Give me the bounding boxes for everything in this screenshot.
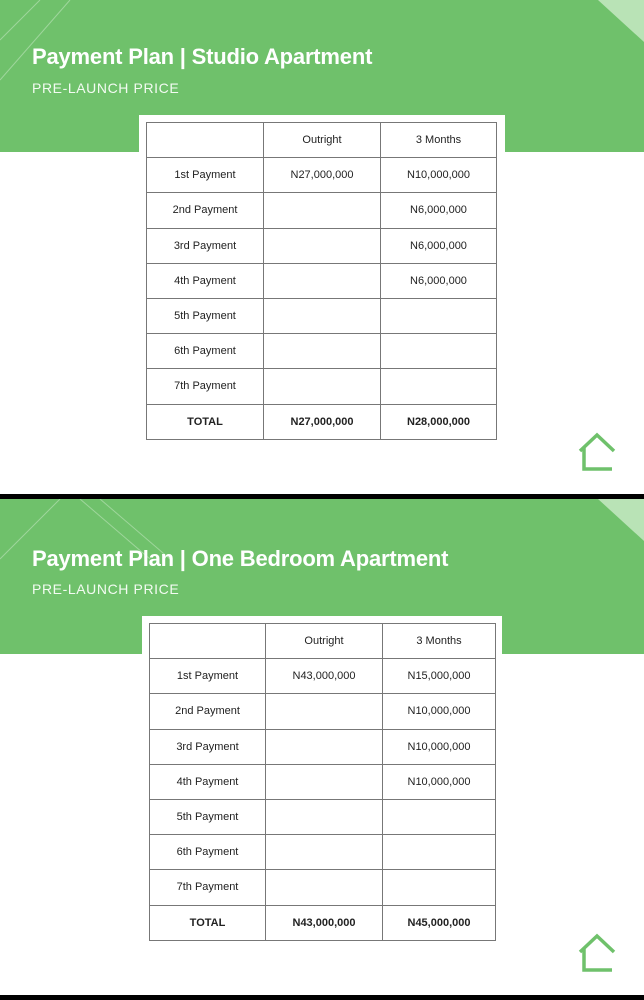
table-row [147,334,497,369]
table-total-row [147,404,497,439]
table-row [150,835,496,870]
three-months-cell: N6,000,000 [381,193,497,228]
outright-cell [266,729,383,764]
table-row [147,369,497,404]
total-three-months: N45,000,000 [383,905,496,940]
three-months-cell: N6,000,000 [381,263,497,298]
slide-one-bedroom [0,499,644,995]
table-row [150,764,496,799]
total-label: TOTAL [150,905,266,940]
three-months-cell [381,334,497,369]
payment-table [149,623,496,941]
payment-table [146,122,497,440]
outright-cell [266,694,383,729]
table-row [147,228,497,263]
page-title: Payment Plan | One Bedroom Apartment [32,546,449,571]
outright-cell [264,228,381,263]
page-title: Payment Plan | Studio Apartment [32,44,373,69]
outright-cell [264,298,381,333]
table-row [147,193,497,228]
payment-label: 4th Payment [147,263,264,298]
payment-label: 1st Payment [147,158,264,193]
table-row [150,799,496,834]
outright-cell [266,799,383,834]
table-header-cell: Outright [264,123,381,158]
total-outright: N43,000,000 [266,905,383,940]
payment-table-card [139,115,505,451]
table-row [147,298,497,333]
payment-label: 2nd Payment [147,193,264,228]
table-header-row [150,624,496,659]
table-row [150,694,496,729]
payment-label: 3rd Payment [147,228,264,263]
outright-cell: N43,000,000 [266,659,383,694]
three-months-cell: N10,000,000 [383,764,496,799]
table-header-cell: Outright [266,624,383,659]
payment-label: 1st Payment [150,659,266,694]
outright-cell [264,369,381,404]
outright-cell [264,263,381,298]
three-months-cell [383,870,496,905]
table-row [147,158,497,193]
outright-cell [266,870,383,905]
outright-cell [264,193,381,228]
page-subtitle: PRE-LAUNCH PRICE [32,581,180,597]
three-months-cell: N10,000,000 [383,729,496,764]
outright-cell [266,835,383,870]
house-outline-icon [578,933,616,973]
payment-label: 5th Payment [147,298,264,333]
payment-label: 2nd Payment [150,694,266,729]
table-row [147,263,497,298]
three-months-cell: N6,000,000 [381,228,497,263]
payment-label: 3rd Payment [150,729,266,764]
outright-cell: N27,000,000 [264,158,381,193]
table-header-cell: 3 Months [381,123,497,158]
table-header-cell [147,123,264,158]
payment-table-card [142,616,502,951]
outright-cell [266,764,383,799]
table-total-row [150,905,496,940]
payment-label: 7th Payment [147,369,264,404]
three-months-cell: N10,000,000 [381,158,497,193]
three-months-cell: N10,000,000 [383,694,496,729]
payment-label: 4th Payment [150,764,266,799]
outright-cell [264,334,381,369]
three-months-cell [383,799,496,834]
payment-label: 7th Payment [150,870,266,905]
payment-label: 6th Payment [150,835,266,870]
three-months-cell [383,835,496,870]
three-months-cell [381,298,497,333]
table-header-cell [150,624,266,659]
table-row [150,729,496,764]
table-header-row [147,123,497,158]
total-three-months: N28,000,000 [381,404,497,439]
total-label: TOTAL [147,404,264,439]
three-months-cell: N15,000,000 [383,659,496,694]
table-row [150,659,496,694]
page-subtitle: PRE-LAUNCH PRICE [32,80,180,96]
payment-label: 5th Payment [150,799,266,834]
slide-studio [0,0,644,494]
table-header-cell: 3 Months [383,624,496,659]
payment-label: 6th Payment [147,334,264,369]
house-outline-icon [578,432,616,472]
table-row [150,870,496,905]
total-outright: N27,000,000 [264,404,381,439]
three-months-cell [381,369,497,404]
